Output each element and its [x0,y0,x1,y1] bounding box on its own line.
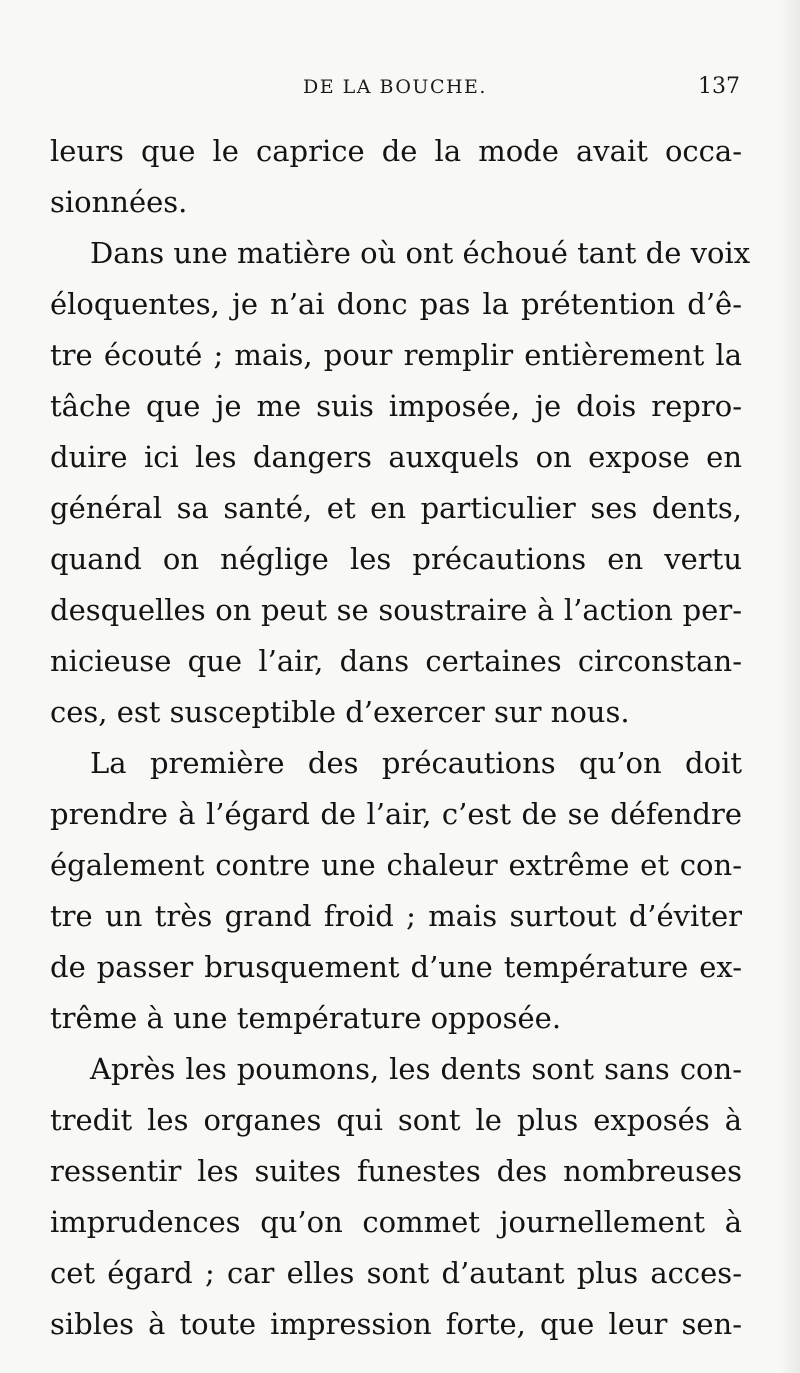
text-line: prendre à l’égard de l’air, c’est de se défendre [50,797,742,831]
text-line: éloquentes, je n’ai donc pas la prétention d’ê- [50,287,742,321]
text-line: ressentir les suites funestes des nombreuses [50,1154,742,1188]
text-line: tredit les organes qui sont le plus exposés à [50,1103,742,1137]
text-line: Après les poumons, les dents sont sans con- [90,1052,742,1086]
running-title: DE LA BOUCHE. [303,76,487,98]
text-line: desquelles on peut se soustraire à l’action per- [50,593,742,627]
text-line: sionnées. [50,185,188,219]
text-line: ces, est susceptible d’exercer sur nous. [50,695,630,729]
text-line: quand on néglige les précautions en vertu [50,542,742,576]
text-line: duire ici les dangers auxquels on expose en [50,440,742,474]
text-line: tâche que je me suis imposée, je dois repro- [50,389,742,423]
text-line: sibles à toute impression forte, que leur sen- [50,1307,742,1341]
text-line: tre écouté ; mais, pour remplir entièrement la [50,338,742,372]
running-head [50,68,740,108]
text-line: également contre une chaleur extrême et con- [50,848,742,882]
text-line: leurs que le caprice de la mode avait occa- [50,134,742,168]
text-line: trême à une température opposée. [50,1001,562,1035]
text-line: imprudences qu’on commet journellement à [50,1205,742,1239]
text-line: La première des précautions qu’on doit [90,746,742,780]
text-line: général sa santé, et en particulier ses dents, [50,491,742,525]
page-number: 137 [698,74,740,99]
text-line: tre un très grand froid ; mais surtout d’éviter [50,899,742,933]
page-edge-shadow [778,0,800,1373]
text-line: cet égard ; car elles sont d’autant plus acces- [50,1256,742,1290]
text-line: Dans une matière où ont échoué tant de voix [90,236,751,270]
body-text [50,126,751,1350]
text-line: de passer brusquement d’une température ex- [50,950,742,984]
text-line: nicieuse que l’air, dans certaines circonstan- [50,644,742,678]
